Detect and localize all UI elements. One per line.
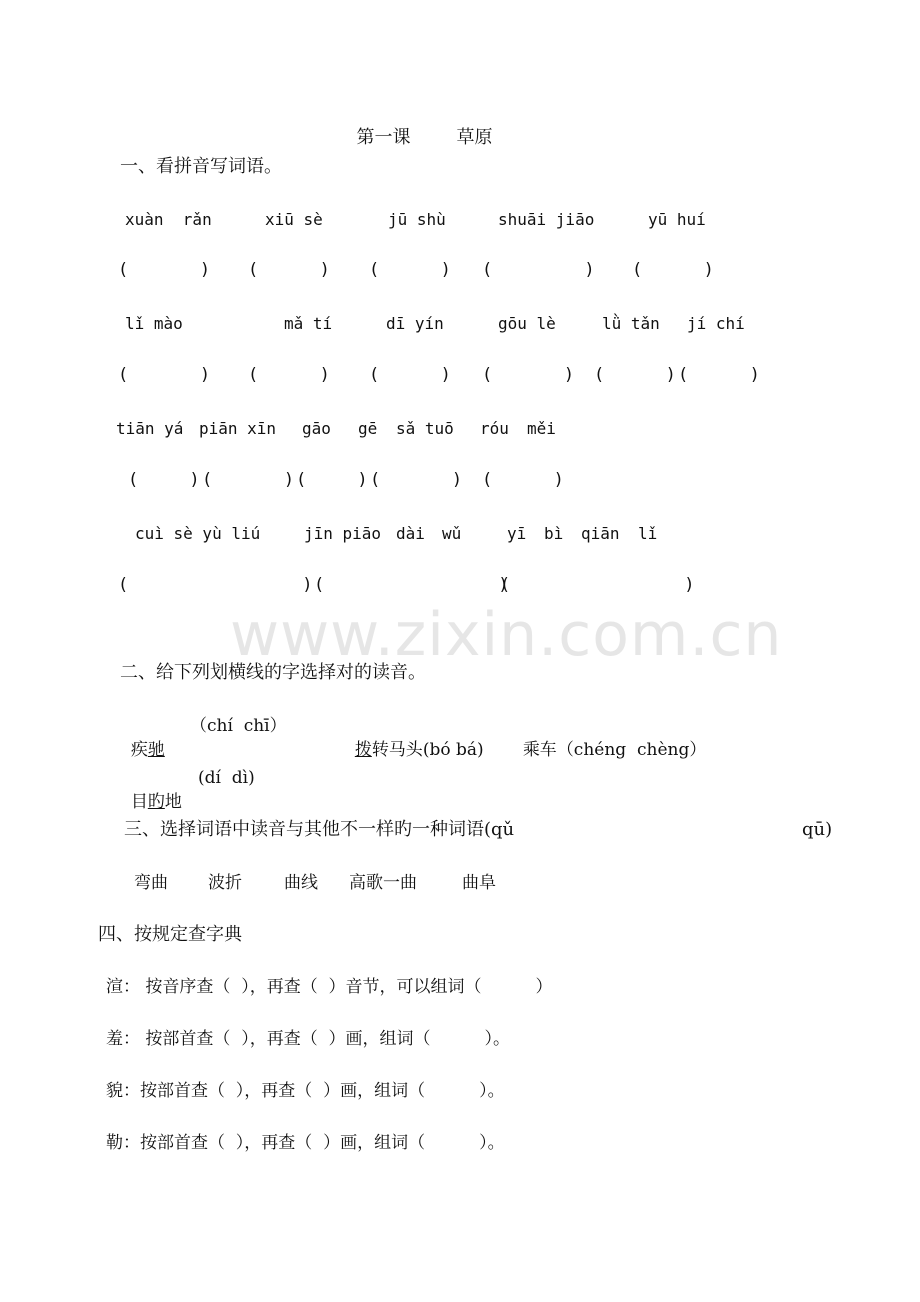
answer-blank[interactable]: ( ) [128, 470, 200, 490]
page-title [345, 102, 492, 150]
answer-blank[interactable]: ( ) [632, 260, 714, 280]
reading-options[interactable]: (bó bá) [422, 740, 484, 760]
section2-heading: 二、给下列划横线的字选择对的读音。 [120, 662, 426, 683]
pinyin-item: lǐ mào [125, 314, 183, 333]
reading-options[interactable]: （chí chī） [190, 716, 287, 736]
pinyin-item: xuàn rǎn [125, 210, 212, 229]
answer-blank[interactable]: ( ) [296, 470, 368, 490]
answer-blank[interactable]: ( ) [500, 575, 695, 595]
dictionary-line[interactable]: 羞： 按部首查（ ），再查（ ）画，组词（ ）。 [106, 1029, 511, 1049]
answer-blank[interactable]: ( ) [314, 575, 509, 595]
pinyin-item: jí chí [687, 314, 745, 333]
pinyin-item: jīn piāo [304, 524, 382, 543]
pinyin-item: yū huí [648, 210, 706, 229]
word-option[interactable]: 曲线 [284, 873, 318, 893]
dictionary-line[interactable]: 勒：按部首查（ ），再查（ ）画，组词（ ）。 [106, 1133, 505, 1153]
reading-item: 目旳地 [130, 792, 182, 812]
word-option[interactable]: 曲阜 [462, 873, 496, 893]
lesson-number: 第一课 [356, 127, 411, 148]
pinyin-item: dài [396, 524, 425, 543]
pinyin-item: lǐ [638, 524, 658, 543]
pinyin-item: xiū sè [265, 210, 323, 229]
pinyin-item: gē [358, 419, 378, 438]
reading-item: 乘车（chéng chèng） [522, 740, 707, 760]
answer-blank[interactable]: ( ) [482, 365, 575, 385]
answer-blank[interactable]: ( ) [118, 260, 211, 280]
section3-heading: 三、选择词语中读音与其他不一样旳一种词语(qǔ [124, 819, 515, 840]
pinyin-item: tiān yá [116, 419, 184, 438]
reading-options[interactable]: （chéng chèng） [556, 740, 707, 760]
answer-blank[interactable]: ( ) [248, 365, 330, 385]
pinyin-item: qiān [581, 524, 620, 543]
answer-blank[interactable]: ( ) [482, 470, 564, 490]
pinyin-item: yī [507, 524, 527, 543]
reading-item: 疾驰 [130, 740, 165, 760]
answer-blank[interactable]: ( ) [369, 365, 451, 385]
pinyin-item: shuāi jiāo [498, 210, 595, 229]
answer-blank[interactable]: ( ) [248, 260, 330, 280]
answer-blank[interactable]: ( ) [202, 470, 295, 490]
answer-blank[interactable]: ( ) [118, 365, 211, 385]
dictionary-line[interactable]: 渲： 按音序查（ ），再查（ ）音节，可以组词（ ） [106, 977, 553, 997]
answer-blank[interactable]: ( ) [678, 365, 760, 385]
underlined-char: 拨 [354, 740, 372, 760]
pinyin-item: lǜ tǎn [602, 314, 660, 333]
pinyin-item: róu [480, 419, 509, 438]
word-option[interactable]: 高歌一曲 [349, 873, 417, 893]
answer-blank[interactable]: ( ) [482, 260, 595, 280]
pinyin-item: piān xīn [199, 419, 277, 438]
pinyin-item: sǎ tuō [396, 419, 454, 438]
pinyin-item: dī yín [386, 314, 444, 333]
answer-blank[interactable]: ( ) [370, 470, 463, 490]
underlined-char: 旳 [147, 792, 165, 812]
word-option[interactable]: 波折 [208, 873, 242, 893]
reading-item: 拨转马头(bó bá) [354, 740, 484, 760]
lesson-name: 草原 [456, 127, 493, 148]
pinyin-item: měi [527, 419, 556, 438]
underlined-char: 驰 [147, 740, 165, 760]
pinyin-item: mǎ tí [284, 314, 333, 333]
watermark: www.zixin.com.cn [230, 600, 783, 670]
pinyin-item: bì [544, 524, 564, 543]
pinyin-item: gāo [302, 419, 331, 438]
reading-options[interactable]: (dí dì) [198, 768, 255, 788]
section4-heading: 四、按规定查字典 [98, 924, 242, 945]
pinyin-item: wǔ [442, 524, 462, 543]
answer-blank[interactable]: ( ) [118, 575, 313, 595]
pinyin-item: jū shù [388, 210, 446, 229]
answer-blank[interactable]: ( ) [594, 365, 676, 385]
answer-blank[interactable]: ( ) [369, 260, 451, 280]
pinyin-item: gōu lè [498, 314, 556, 333]
pinyin-item: cuì sè yù liú [135, 524, 261, 543]
section3-heading-tail: qū) [802, 819, 833, 840]
section1-heading: 一、看拼音写词语。 [120, 156, 282, 177]
dictionary-line[interactable]: 貌：按部首查（ ），再查（ ）画，组词（ ）。 [106, 1081, 505, 1101]
word-option[interactable]: 弯曲 [134, 873, 168, 893]
